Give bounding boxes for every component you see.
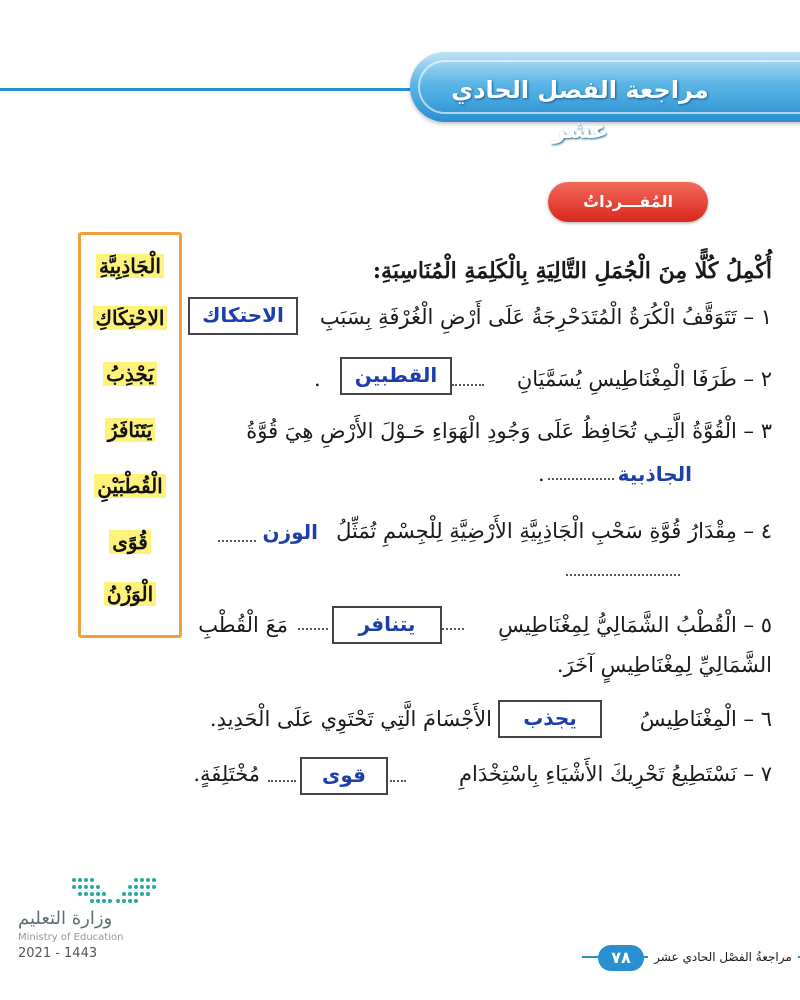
blank-dots [268, 780, 296, 782]
question-5-line2: الشَّمَالِيِّ لِمِغْنَاطِيسٍ آخَرَ. [556, 653, 772, 677]
bank-word: قُوًى [87, 525, 173, 559]
page-number: ٧٨ [598, 945, 644, 971]
answer-6[interactable]: يجذب [498, 700, 602, 738]
question-6: ٦ – الْمِغْنَاطِيسُ [639, 707, 772, 731]
answer-7[interactable]: قوى [300, 757, 388, 795]
question-2-end: . [314, 367, 321, 391]
blank-dots [548, 478, 614, 480]
bank-word: الاحْتِكَاكِ [87, 301, 173, 335]
ministry-name-ar: وزارة التعليم [18, 908, 113, 929]
bank-word: الْوَزْنُ [87, 577, 173, 611]
question-6-cont: الأَجْسَامَ الَّتِي تَحْتَوِي عَلَى الْحَدِيدِ. [209, 707, 492, 731]
question-3: ٣ – الْقُوَّةُ الَّتِـي تُحَافِظُ عَلَى وَجُودِ الْهَوَاءِ حَـوْلَ الأَرْضِ هِيَ قُوَّةُ [246, 419, 772, 443]
blank-dots [390, 780, 406, 782]
header-rule [0, 88, 420, 91]
ministry-name-en: Ministry of Education [18, 932, 124, 943]
bank-word: الْجَاذِبِيَّةِ [87, 249, 173, 283]
question-5: ٥ – الْقُطْبُ الشَّمَالِيُّ لِمِغْنَاطِيسِ [498, 613, 772, 637]
answer-4[interactable]: الوزن [262, 522, 318, 544]
section-label-vocabulary: المُفـــرداتُ [548, 182, 708, 222]
edition-year: 2021 - 1443 [18, 946, 98, 961]
bank-word: يَتَنَافَرُ [87, 413, 173, 447]
question-7: ٧ – نَسْتَطِيعُ تَحْرِيكَ الأَشْيَاءِ بِاسْتِخْدَامِ [459, 762, 772, 786]
blank-dots [218, 540, 256, 542]
blank-dots [298, 628, 328, 630]
answer-5[interactable]: يتنافر [332, 606, 442, 644]
question-1: ١ – تَتَوَقَّفُ الْكُرَةُ الْمُتَدَحْرِجَةُ عَلَى أَرْضِ الْغُرْفَةِ بِسَبَبِ [319, 305, 772, 329]
blank-dots [452, 384, 484, 386]
question-2: ٢ – طَرَفَا الْمِغْنَاطِيسِ يُسَمَّيَانِ [516, 367, 772, 391]
answer-3[interactable]: الجاذبية [617, 464, 692, 486]
question-7-cont: مُخْتَلِفَةٍ. [193, 762, 260, 786]
answer-1[interactable]: الاحتكاك [188, 297, 298, 335]
blank-dots [442, 628, 464, 630]
bank-word: يَجْذِبُ [87, 357, 173, 391]
exercise-instruction: أُكْمِلُ كُلًّا مِنَ الْجُمَلِ التَّالِيَةِ بِالْكَلِمَةِ الْمُنَاسِبَةِ: [372, 258, 772, 284]
blank-dots [566, 574, 680, 576]
footer-chapter-title: مراجعةُ الفصْل الحادي عشر [648, 945, 798, 969]
word-bank [78, 232, 182, 638]
question-5-cont: مَعَ الْقُطْبِ [198, 613, 288, 637]
question-4: ٤ – مِقْدَارُ قُوَّةِ سَحْبِ الْجَاذِبِيَّةِ الأَرْضِيَّةِ لِلْجِسْمِ تُمَثِّلُ [336, 519, 772, 543]
chapter-title: مراجعة الفصل الحادي عشر [451, 76, 709, 144]
ministry-logo-icon [66, 874, 162, 908]
question-3-end: . [538, 462, 545, 486]
answer-2[interactable]: القطبين [340, 357, 452, 395]
bank-word: الْقُطْبَيْنِ [87, 469, 173, 503]
